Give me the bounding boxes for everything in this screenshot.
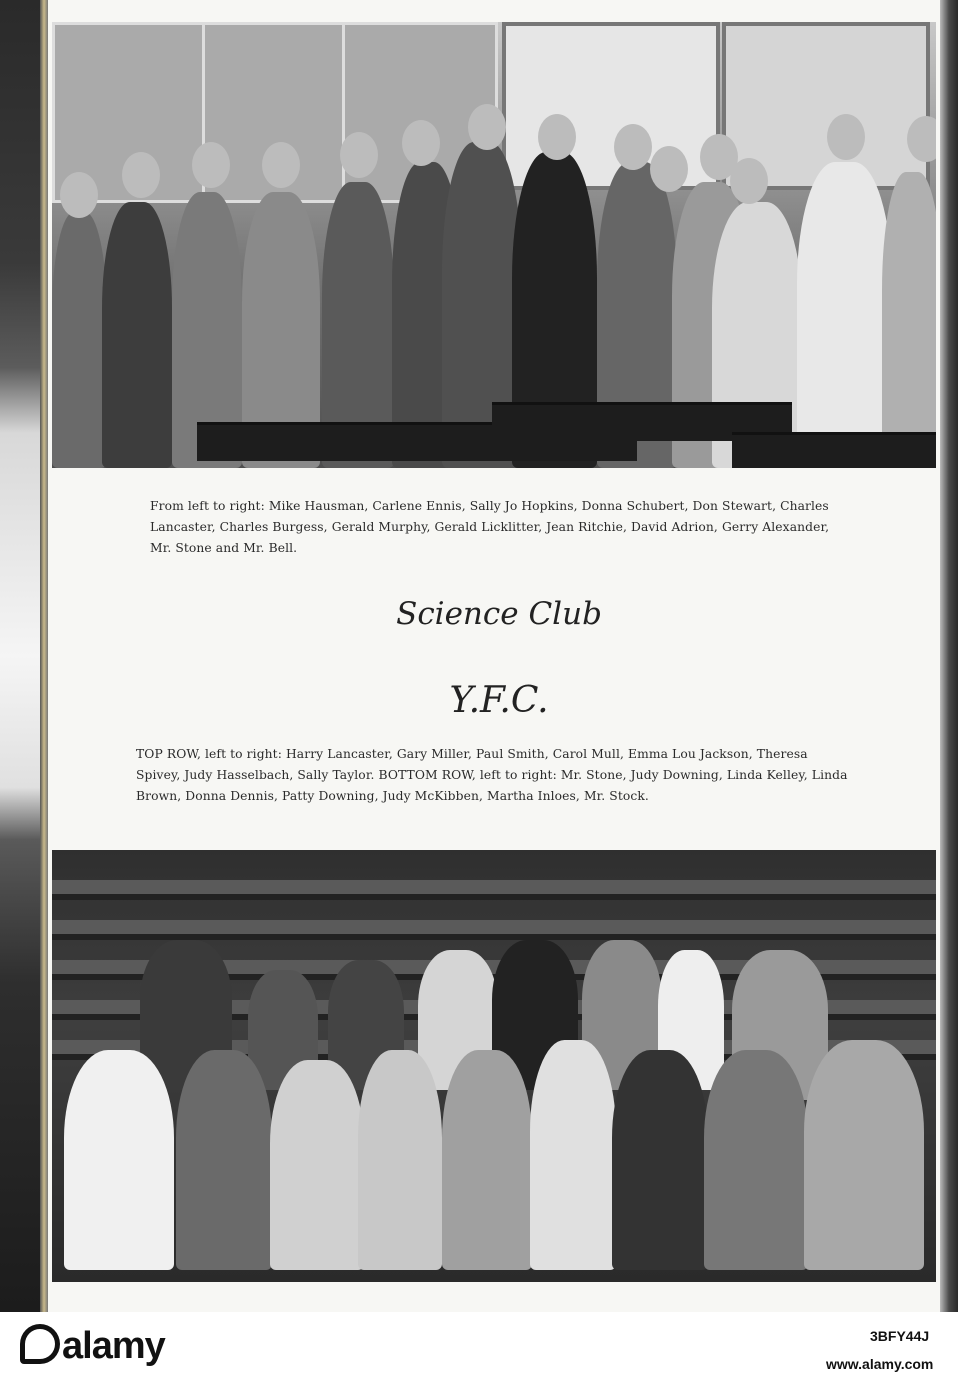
person-head: [730, 158, 768, 204]
watermark-site: www.alamy.com: [826, 1356, 934, 1372]
watermark-logo: [20, 1324, 165, 1368]
science-club-caption: From left to right: Mike Hausman, Carlene Ennis, Sally Jo Hopkins, Donna Schubert, Don Stewart, Charles Lancaster, Charles Burgess, Gerald Murphy, Gerald Licklitter, Jean Ritchie, David Adrion, Gerry Alexander, Mr. Stone and Mr. Bell.: [150, 499, 830, 555]
yfc-photo: [52, 850, 936, 1282]
person: [704, 1050, 808, 1270]
book-spine: [40, 0, 48, 1312]
person-head: [192, 142, 230, 188]
science-club-photo: [52, 22, 936, 468]
person: [52, 212, 107, 468]
yfc-title: Y.F.C.: [449, 680, 549, 721]
person: [797, 162, 892, 468]
watermark-brand: alamy: [62, 1325, 165, 1367]
person: [442, 1050, 532, 1270]
person: [358, 1050, 442, 1270]
person: [64, 1050, 174, 1270]
yfc-caption: TOP ROW, left to right: Harry Lancaster, Gary Miller, Paul Smith, Carol Mull, Emma Lou Jackson, Theresa Spivey, Judy Hasselbach, Sally Taylor. BOTTOM ROW, left to right: Mr. Stone, Judy Downing, Linda Kelley, Linda Brown, Donna Dennis, Patty Downing, Judy McKibben, Martha Inloes, Mr. Stock.: [136, 747, 848, 803]
person-head: [122, 152, 160, 198]
person-head: [340, 132, 378, 178]
person-head: [262, 142, 300, 188]
adjacent-page-edge: [0, 0, 44, 1312]
person-head: [60, 172, 98, 218]
person-head: [402, 120, 440, 166]
watermark-image-id: 3BFY44J: [870, 1328, 930, 1344]
person: [270, 1060, 364, 1270]
person-head: [650, 146, 688, 192]
person: [882, 172, 936, 468]
page-right-edge: [940, 0, 958, 1312]
person: [176, 1050, 272, 1270]
person-head: [468, 104, 506, 150]
person: [612, 1050, 708, 1270]
person: [804, 1040, 924, 1270]
bleacher-row: [52, 880, 936, 900]
person-head: [827, 114, 865, 160]
person-head: [614, 124, 652, 170]
person-head: [538, 114, 576, 160]
alamy-logo-icon: [20, 1324, 60, 1364]
person: [530, 1040, 616, 1270]
person: [102, 202, 172, 468]
science-club-title: Science Club: [396, 596, 602, 632]
bleacher-row: [52, 920, 936, 940]
lab-bench: [732, 432, 936, 468]
